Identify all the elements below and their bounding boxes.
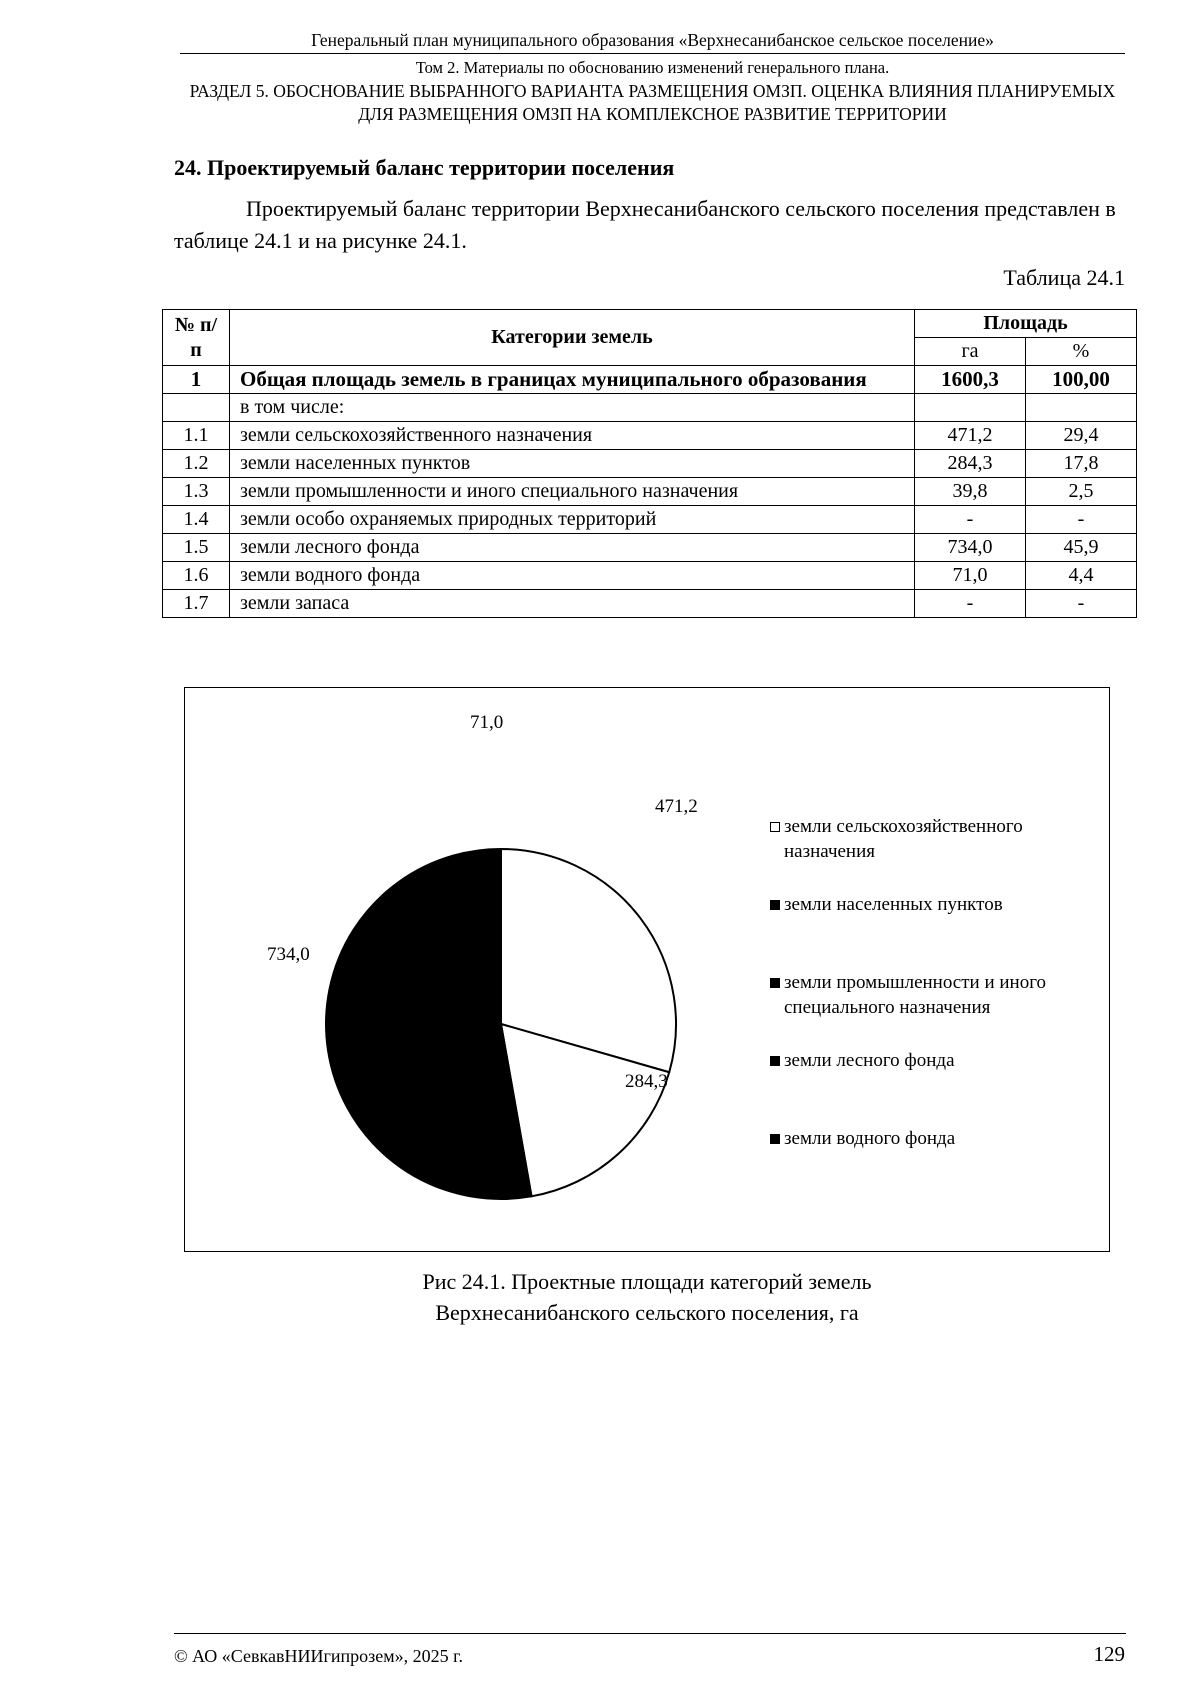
table-caption: Таблица 24.1 xyxy=(1003,265,1125,290)
running-header-section: РАЗДЕЛ 5. ОБОСНОВАНИЕ ВЫБРАННОГО ВАРИАНТА РАЗМЕЩЕНИЯ ОМЗП. ОЦЕНКА ВЛИЯНИЯ ПЛАНИРУЕМЫХ ДЛЯ РАЗМЕЩЕНИЯ ОМЗП НА КОМПЛЕКСНОЕ РАЗВИТИЕ ТЕРРИТОРИИ xyxy=(189,81,1116,124)
header-area: Площадь xyxy=(915,310,1137,338)
header-category: Категории земель xyxy=(230,310,915,366)
running-header-volume: Том 2. Материалы по обоснованию изменений генерального плана. xyxy=(415,58,890,77)
legend-item xyxy=(770,814,1100,864)
table-row: 1.1 земли сельскохозяйственного назначения 471,2 29,4 xyxy=(163,422,1137,450)
running-header-title: Генеральный план муниципального образования «Верхнесанибанское сельское поселение» xyxy=(311,30,994,50)
legend-marker xyxy=(770,900,780,910)
figure-caption xyxy=(184,1266,1110,1328)
total-name: Общая площадь земель в границах муниципального образования xyxy=(230,366,915,394)
legend-label: земли лесного фонда xyxy=(784,1050,955,1071)
figure-caption-line2: Верхнесанибанского сельского поселения, га xyxy=(435,1300,859,1325)
page-number: 129 xyxy=(1093,1642,1125,1666)
header-unit-pct: % xyxy=(1026,338,1137,366)
header-unit-ha: га xyxy=(915,338,1026,366)
section-title: 24. Проектируемый баланс территории поселения xyxy=(174,155,675,180)
table-row: 1.7 земли запаса - - xyxy=(163,590,1137,618)
legend-marker xyxy=(770,978,780,988)
legend-label: земли промышленности и иного специального назначения xyxy=(784,972,1047,1018)
total-ha: 1600,3 xyxy=(915,366,1026,394)
pie-data-label: 39,8 xyxy=(475,1130,509,1151)
legend-item xyxy=(770,892,1100,917)
table-row: 1.3 земли промышленности и иного специального назначения 39,8 2,5 xyxy=(163,478,1137,506)
pie-data-label: 71,0 xyxy=(470,712,504,733)
pie-data-label: 734,0 xyxy=(267,944,310,965)
legend-label: земли водного фонда xyxy=(784,1128,956,1149)
table-row: 1.6 земли водного фонда 71,0 4,4 xyxy=(163,562,1137,590)
table-row: 1.2 земли населенных пунктов 284,3 17,8 xyxy=(163,450,1137,478)
legend-item xyxy=(770,1126,1100,1151)
legend-item xyxy=(770,1048,1100,1073)
table-row: 1.4 земли особо охраняемых природных территорий - - xyxy=(163,506,1137,534)
header-num: № п/п xyxy=(163,310,230,366)
header-divider xyxy=(180,53,1125,54)
footer-divider xyxy=(174,1633,1126,1634)
figure-caption-line1: Рис 24.1. Проектные площади категорий земель xyxy=(422,1269,872,1294)
land-balance-table xyxy=(162,309,1137,618)
pie-data-label: 471,2 xyxy=(655,796,698,817)
total-pct: 100,00 xyxy=(1026,366,1137,394)
legend-marker xyxy=(770,1056,780,1066)
legend-item xyxy=(770,970,1100,1020)
table-header-row xyxy=(163,310,1137,338)
pie-data-label: 284,3 xyxy=(625,1071,668,1092)
intro-paragraph: Проектируемый баланс территории Верхнесанибанского сельского поселения представлен в таблице 24.1 и на рисунке 24.1. xyxy=(174,196,1116,253)
footer-copyright: © АО «СевкавНИИгипрозем», 2025 г. xyxy=(174,1646,463,1666)
table-row: 1.5 земли лесного фонда 734,0 45,9 xyxy=(163,534,1137,562)
table-subheader-row xyxy=(163,394,1137,422)
legend-label: земли сельскохозяйственного назначения xyxy=(784,816,1023,862)
legend-marker xyxy=(770,822,780,832)
table-row-total xyxy=(163,366,1137,394)
legend-label: земли населенных пунктов xyxy=(784,894,1003,915)
legend-marker xyxy=(770,1134,780,1144)
total-num: 1 xyxy=(163,366,230,394)
subheader-label: в том числе: xyxy=(230,394,915,422)
